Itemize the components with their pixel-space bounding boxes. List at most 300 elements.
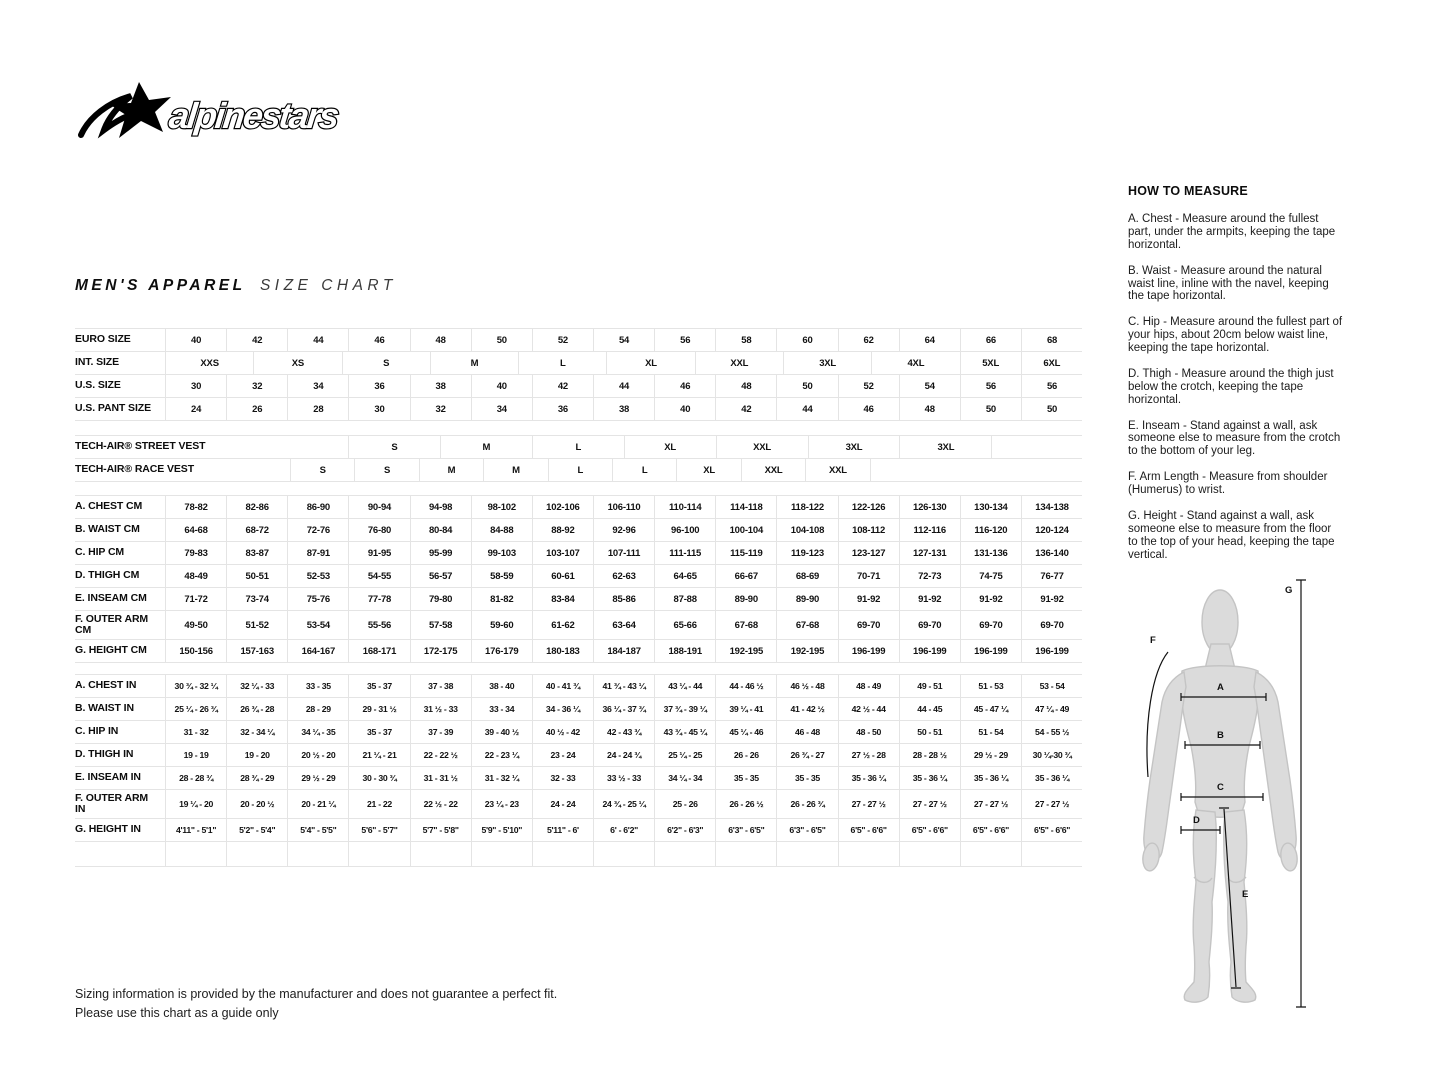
size-cell: 50	[471, 329, 532, 351]
size-cell: 3XL	[808, 436, 900, 458]
size-cell: 5'7" - 5'8"	[410, 819, 471, 841]
size-cell: M	[440, 436, 532, 458]
measure-instruction: A. Chest - Measure around the fullest part, under the armpits, keeping the tape horizontal.	[1128, 213, 1336, 251]
size-cell: 67-68	[715, 611, 776, 639]
table-row	[75, 436, 1082, 459]
size-cell	[348, 842, 409, 866]
size-cell: 27 ½ - 28	[838, 744, 899, 766]
size-cell: 49 - 51	[899, 675, 960, 697]
size-cell: 71-72	[165, 588, 226, 610]
label-height: G	[1285, 585, 1293, 596]
measure-instruction: E. Inseam - Stand against a wall, ask someone else to measure from the crotch to the bottom of your leg.	[1128, 419, 1341, 458]
size-cell: 35 - 36 ¼	[960, 767, 1021, 789]
size-cell: 22 ½ - 22	[410, 790, 471, 818]
label-inseam: E	[1242, 889, 1249, 900]
row-cells	[165, 398, 1082, 420]
size-cell: 85-86	[593, 588, 654, 610]
size-cell: 26 ¾ - 27	[776, 744, 837, 766]
size-cell: 53-54	[287, 611, 348, 639]
how-to-measure-panel	[1128, 184, 1343, 574]
size-cell: 6'5" - 6'6"	[960, 819, 1021, 841]
size-cell	[838, 842, 899, 866]
size-cell: 80-84	[410, 519, 471, 541]
size-cell: 69-70	[899, 611, 960, 639]
size-cell: 40	[165, 329, 226, 351]
size-cell: 49-50	[165, 611, 226, 639]
row-label	[75, 842, 165, 866]
alpinestars-star-icon	[109, 82, 171, 138]
size-cell: 70-71	[838, 565, 899, 587]
row-label: U.S. SIZE	[75, 379, 121, 392]
size-cell: XL	[624, 436, 716, 458]
row-cells	[165, 565, 1082, 587]
size-cell: 46	[654, 375, 715, 397]
row-cells	[290, 459, 1082, 481]
size-cell: 114-118	[715, 496, 776, 518]
size-cell: 51-52	[226, 611, 287, 639]
size-cell: 52-53	[287, 565, 348, 587]
size-cell: 37 - 39	[410, 721, 471, 743]
size-cell: 196-199	[960, 640, 1021, 662]
size-cell: 62-63	[593, 565, 654, 587]
row-cells	[165, 842, 1082, 866]
size-cell: 108-112	[838, 519, 899, 541]
size-cell: L	[532, 436, 624, 458]
size-cell: 40	[654, 398, 715, 420]
measure-instruction: D. Thigh - Measure around the thigh just below the crotch, keeping the tape horizontal.	[1128, 367, 1334, 406]
size-cell: 48-49	[165, 565, 226, 587]
table-section-in	[75, 674, 1082, 867]
size-cell: 92-96	[593, 519, 654, 541]
size-cell: 107-111	[593, 542, 654, 564]
size-cell: 43 ¾ - 45 ¼	[654, 721, 715, 743]
table-row	[75, 459, 1082, 482]
size-cell: 56	[1021, 375, 1082, 397]
size-cell: 82-86	[226, 496, 287, 518]
size-cell: 29 ½ - 29	[960, 744, 1021, 766]
size-cell: 127-131	[899, 542, 960, 564]
footer-note	[75, 985, 557, 1024]
size-cell: 176-179	[471, 640, 532, 662]
size-cell: M	[483, 459, 547, 481]
row-label: B. WAIST IN	[75, 702, 134, 715]
page-title-light: SIZE CHART	[259, 277, 397, 294]
size-cell: 130-134	[960, 496, 1021, 518]
size-cell: L	[612, 459, 676, 481]
size-cell: 26 - 26 ¾	[776, 790, 837, 818]
alpinestars-logo	[73, 80, 343, 150]
size-cell: 6XL	[1021, 352, 1082, 374]
size-cell: 23 - 24	[532, 744, 593, 766]
measure-instruction: B. Waist - Measure around the natural waist line, inline with the navel, keeping the tape horizontal.	[1128, 264, 1329, 303]
size-cell: 157-163	[226, 640, 287, 662]
size-cell	[287, 842, 348, 866]
size-cell: 51 - 54	[960, 721, 1021, 743]
table-row	[75, 819, 1082, 842]
size-cell: 34	[471, 398, 532, 420]
size-cell: 60-61	[532, 565, 593, 587]
table-row	[75, 767, 1082, 790]
size-cell: 50 - 51	[899, 721, 960, 743]
size-cell: 53 - 54	[1021, 675, 1082, 697]
size-cell: S	[290, 459, 354, 481]
row-cells	[165, 790, 1082, 818]
size-cell: 3XL	[783, 352, 871, 374]
size-cell: 76-80	[348, 519, 409, 541]
row-label: C. HIP CM	[75, 546, 125, 559]
row-cells	[165, 542, 1082, 564]
size-cell: 56	[960, 375, 1021, 397]
size-cell: 66-67	[715, 565, 776, 587]
table-row	[75, 790, 1082, 819]
size-cell: 48	[715, 375, 776, 397]
size-cell: 100-104	[715, 519, 776, 541]
size-cell: 79-83	[165, 542, 226, 564]
size-cell: 106-110	[593, 496, 654, 518]
size-cell: 31 - 32	[165, 721, 226, 743]
size-cell: 33 - 35	[287, 675, 348, 697]
table-row	[75, 842, 1082, 867]
size-cell: 19 ¼ - 20	[165, 790, 226, 818]
size-cell: 75-76	[287, 588, 348, 610]
size-cell: 5'4" - 5'5"	[287, 819, 348, 841]
size-cell: 76-77	[1021, 565, 1082, 587]
size-cell: 66	[960, 329, 1021, 351]
size-cell: 24	[165, 398, 226, 420]
size-cell	[899, 842, 960, 866]
size-cell: 54 - 55 ½	[1021, 721, 1082, 743]
size-cell: 35 - 35	[776, 767, 837, 789]
size-cell: 6'3" - 6'5"	[776, 819, 837, 841]
size-cell: 45 ¼ - 46	[715, 721, 776, 743]
size-cell: 83-87	[226, 542, 287, 564]
size-cell: 48 - 50	[838, 721, 899, 743]
size-cell: 32 - 34 ¼	[226, 721, 287, 743]
size-cell: 46	[348, 329, 409, 351]
size-cell	[532, 842, 593, 866]
size-cell: 30 ¼-30 ¾	[1021, 744, 1082, 766]
label-chest: A	[1217, 682, 1224, 693]
size-cell: 19 - 20	[226, 744, 287, 766]
size-cell: 24 - 24 ¾	[593, 744, 654, 766]
size-cell: 44	[593, 375, 654, 397]
size-cell: 35 - 37	[348, 721, 409, 743]
size-cell: 48 - 49	[838, 675, 899, 697]
measure-instruction: G. Height - Stand against a wall, ask someone else to measure from the floor to the top of your head, keeping the tape vertical.	[1128, 509, 1335, 561]
size-cell: 35 - 36 ¼	[838, 767, 899, 789]
size-cell: 35 - 35	[715, 767, 776, 789]
size-cell: 50	[1021, 398, 1082, 420]
size-cell: 68-69	[776, 565, 837, 587]
size-cell: 41 - 42 ½	[776, 698, 837, 720]
size-cell: 118-122	[776, 496, 837, 518]
size-cell: 22 - 23 ¼	[471, 744, 532, 766]
size-cell: 33 - 34	[471, 698, 532, 720]
size-cell: 64-65	[654, 565, 715, 587]
table-row	[75, 640, 1082, 663]
size-cell: 57-58	[410, 611, 471, 639]
body-diagram	[1138, 572, 1320, 1019]
label-hip: C	[1217, 782, 1224, 793]
size-cell: 122-126	[838, 496, 899, 518]
size-cell: 5'6" - 5'7"	[348, 819, 409, 841]
size-cell: XS	[253, 352, 341, 374]
row-label: TECH-AIR® RACE VEST	[75, 463, 195, 476]
size-cell: S	[354, 459, 418, 481]
size-cell: 115-119	[715, 542, 776, 564]
size-cell: 30	[348, 398, 409, 420]
size-cell: 150-156	[165, 640, 226, 662]
size-cell: 131-136	[960, 542, 1021, 564]
size-cell: 56	[654, 329, 715, 351]
label-arm: F	[1150, 635, 1156, 646]
size-cell: 42 - 43 ¾	[593, 721, 654, 743]
size-cell: 28 - 29	[287, 698, 348, 720]
row-cells	[165, 611, 1082, 639]
size-cell: XXL	[695, 352, 783, 374]
size-cell: 50-51	[226, 565, 287, 587]
size-cell: 96-100	[654, 519, 715, 541]
table-section-sizes	[75, 328, 1082, 421]
size-cell: 95-99	[410, 542, 471, 564]
human-figure-icon	[1141, 590, 1299, 1002]
size-cell: 90-94	[348, 496, 409, 518]
size-cell: 30	[165, 375, 226, 397]
size-cell: 89-90	[715, 588, 776, 610]
row-label: B. WAIST CM	[75, 523, 140, 536]
size-cell: 3XL	[899, 436, 991, 458]
size-cell: 42	[532, 375, 593, 397]
size-cell: 31 - 31 ½	[410, 767, 471, 789]
size-cell: 68-72	[226, 519, 287, 541]
size-cell: 99-103	[471, 542, 532, 564]
row-label: D. THIGH IN	[75, 748, 134, 761]
size-cell: 28	[287, 398, 348, 420]
row-cells	[165, 375, 1082, 397]
size-cell: 89-90	[776, 588, 837, 610]
row-cells	[165, 352, 1082, 374]
size-cell: 34	[287, 375, 348, 397]
size-cell: 94-98	[410, 496, 471, 518]
how-to-measure-list	[1128, 213, 1343, 561]
size-cell: 34 ¼ - 35	[287, 721, 348, 743]
size-cell: 74-75	[960, 565, 1021, 587]
size-cell: 64-68	[165, 519, 226, 541]
size-cell: 69-70	[960, 611, 1021, 639]
size-table	[75, 328, 1082, 867]
size-cell: 50	[960, 398, 1021, 420]
size-cell: XXL	[716, 436, 808, 458]
size-cell: 33 ½ - 33	[593, 767, 654, 789]
size-cell: 67-68	[776, 611, 837, 639]
size-cell	[776, 842, 837, 866]
size-cell: S	[348, 436, 440, 458]
size-cell: 6'2" - 6'3"	[654, 819, 715, 841]
size-cell: 59-60	[471, 611, 532, 639]
size-cell: 60	[776, 329, 837, 351]
size-cell: 28 - 28 ½	[899, 744, 960, 766]
size-cell: 116-120	[960, 519, 1021, 541]
size-cell: 20 ½ - 20	[287, 744, 348, 766]
size-cell: 41 ¾ - 43 ¼	[593, 675, 654, 697]
size-cell: 192-195	[776, 640, 837, 662]
table-row	[75, 565, 1082, 588]
size-cell: L	[518, 352, 606, 374]
table-row	[75, 588, 1082, 611]
size-cell: 6' - 6'2"	[593, 819, 654, 841]
size-cell: 61-62	[532, 611, 593, 639]
table-section-techair	[75, 435, 1082, 482]
row-cells	[165, 767, 1082, 789]
size-cell: 35 - 37	[348, 675, 409, 697]
size-cell: 196-199	[899, 640, 960, 662]
size-cell: 68	[1021, 329, 1082, 351]
size-cell: L	[548, 459, 612, 481]
size-cell: XXL	[805, 459, 869, 481]
size-cell: 39 - 40 ½	[471, 721, 532, 743]
size-cell: 6'5" - 6'6"	[899, 819, 960, 841]
size-cell: 25 ¼ - 25	[654, 744, 715, 766]
size-cell: XXL	[741, 459, 805, 481]
size-cell: 83-84	[532, 588, 593, 610]
size-cell: 47 ¼ - 49	[1021, 698, 1082, 720]
table-row	[75, 329, 1082, 352]
size-cell: 26 - 26	[715, 744, 776, 766]
size-cell: 5'9" - 5'10"	[471, 819, 532, 841]
table-row	[75, 744, 1082, 767]
table-row	[75, 398, 1082, 421]
size-cell: 73-74	[226, 588, 287, 610]
size-cell: 39 ¼ - 41	[715, 698, 776, 720]
row-label: A. CHEST IN	[75, 679, 137, 692]
size-cell: 44	[776, 398, 837, 420]
size-cell: 77-78	[348, 588, 409, 610]
size-cell: 31 ½ - 33	[410, 698, 471, 720]
size-cell: 27 - 27 ½	[960, 790, 1021, 818]
size-cell: 46 - 48	[776, 721, 837, 743]
size-cell: 26 - 26 ½	[715, 790, 776, 818]
size-cell: 91-92	[838, 588, 899, 610]
row-cells	[165, 675, 1082, 697]
row-cells	[165, 640, 1082, 662]
size-cell: 42	[715, 398, 776, 420]
table-row	[75, 375, 1082, 398]
size-cell: 37 - 38	[410, 675, 471, 697]
size-cell: 180-183	[532, 640, 593, 662]
row-label: INT. SIZE	[75, 356, 120, 369]
row-cells	[165, 588, 1082, 610]
size-cell: 28 ¾ - 29	[226, 767, 287, 789]
alpinestars-wordmark: alpinestars	[167, 95, 340, 136]
size-cell: 126-130	[899, 496, 960, 518]
size-cell	[715, 842, 776, 866]
size-cell: 28 - 28 ¾	[165, 767, 226, 789]
size-cell: 42	[226, 329, 287, 351]
footer-line-1: Sizing information is provided by the manufacturer and does not guarantee a perfect fit.	[75, 987, 558, 1001]
size-cell: 35 - 36 ¼	[1021, 767, 1082, 789]
size-cell: 188-191	[654, 640, 715, 662]
size-cell: M	[430, 352, 518, 374]
row-filler	[991, 436, 1082, 458]
size-cell: 29 - 31 ½	[348, 698, 409, 720]
row-cells	[165, 519, 1082, 541]
size-cell: 32 ¼ - 33	[226, 675, 287, 697]
size-cell: 46	[838, 398, 899, 420]
size-cell: 5'2" - 5'4"	[226, 819, 287, 841]
size-cell: 168-171	[348, 640, 409, 662]
row-label: U.S. PANT SIZE	[75, 402, 151, 415]
size-cell	[593, 842, 654, 866]
size-cell: 20 - 21 ¼	[287, 790, 348, 818]
size-cell: 111-115	[654, 542, 715, 564]
row-cells	[165, 744, 1082, 766]
size-cell: 120-124	[1021, 519, 1082, 541]
size-cell: 44 - 46 ½	[715, 675, 776, 697]
size-cell: 5XL	[960, 352, 1021, 374]
table-row	[75, 542, 1082, 565]
page-title-bold: MEN'S APPAREL	[75, 277, 246, 294]
size-cell: 29 ½ - 29	[287, 767, 348, 789]
size-cell: 21 ¼ - 21	[348, 744, 409, 766]
size-cell: 24 ¾ - 25 ¼	[593, 790, 654, 818]
size-cell: 196-199	[838, 640, 899, 662]
table-row	[75, 519, 1082, 542]
size-cell: 40 ½ - 42	[532, 721, 593, 743]
row-label: C. HIP IN	[75, 725, 119, 738]
size-cell: 6'5" - 6'6"	[838, 819, 899, 841]
size-cell: 91-92	[960, 588, 1021, 610]
size-cell: XL	[676, 459, 740, 481]
size-cell: 91-92	[899, 588, 960, 610]
size-cell: 27 - 27 ½	[899, 790, 960, 818]
size-cell: 32	[410, 398, 471, 420]
size-cell: 25 ¼ - 26 ¾	[165, 698, 226, 720]
table-row	[75, 675, 1082, 698]
size-cell: 31 - 32 ¼	[471, 767, 532, 789]
size-cell: 63-64	[593, 611, 654, 639]
size-cell: 62	[838, 329, 899, 351]
size-cell: 36 ¼ - 37 ¾	[593, 698, 654, 720]
row-label: G. HEIGHT CM	[75, 644, 147, 657]
row-cells	[165, 698, 1082, 720]
size-cell: 4XL	[871, 352, 959, 374]
size-cell: M	[419, 459, 483, 481]
size-cell: 81-82	[471, 588, 532, 610]
row-cells	[165, 721, 1082, 743]
size-cell: 55-56	[348, 611, 409, 639]
size-cell: 21 - 22	[348, 790, 409, 818]
size-cell: 46 ½ - 48	[776, 675, 837, 697]
size-cell: 40 - 41 ¾	[532, 675, 593, 697]
size-cell: 192-195	[715, 640, 776, 662]
size-cell: 78-82	[165, 496, 226, 518]
label-thigh: D	[1193, 815, 1200, 826]
size-cell: 44 - 45	[899, 698, 960, 720]
size-cell: 22 - 22 ½	[410, 744, 471, 766]
size-cell	[654, 842, 715, 866]
label-waist: B	[1217, 730, 1224, 741]
size-cell: 37 ¾ - 39 ¼	[654, 698, 715, 720]
footer-line-2: Please use this chart as a guide only	[75, 1006, 279, 1021]
size-cell: 72-76	[287, 519, 348, 541]
size-cell: 52	[838, 375, 899, 397]
size-cell: 98-102	[471, 496, 532, 518]
size-cell: XL	[606, 352, 694, 374]
row-label: A. CHEST CM	[75, 500, 143, 513]
size-cell: 69-70	[838, 611, 899, 639]
row-label: E. INSEAM IN	[75, 771, 141, 784]
size-cell	[471, 842, 532, 866]
